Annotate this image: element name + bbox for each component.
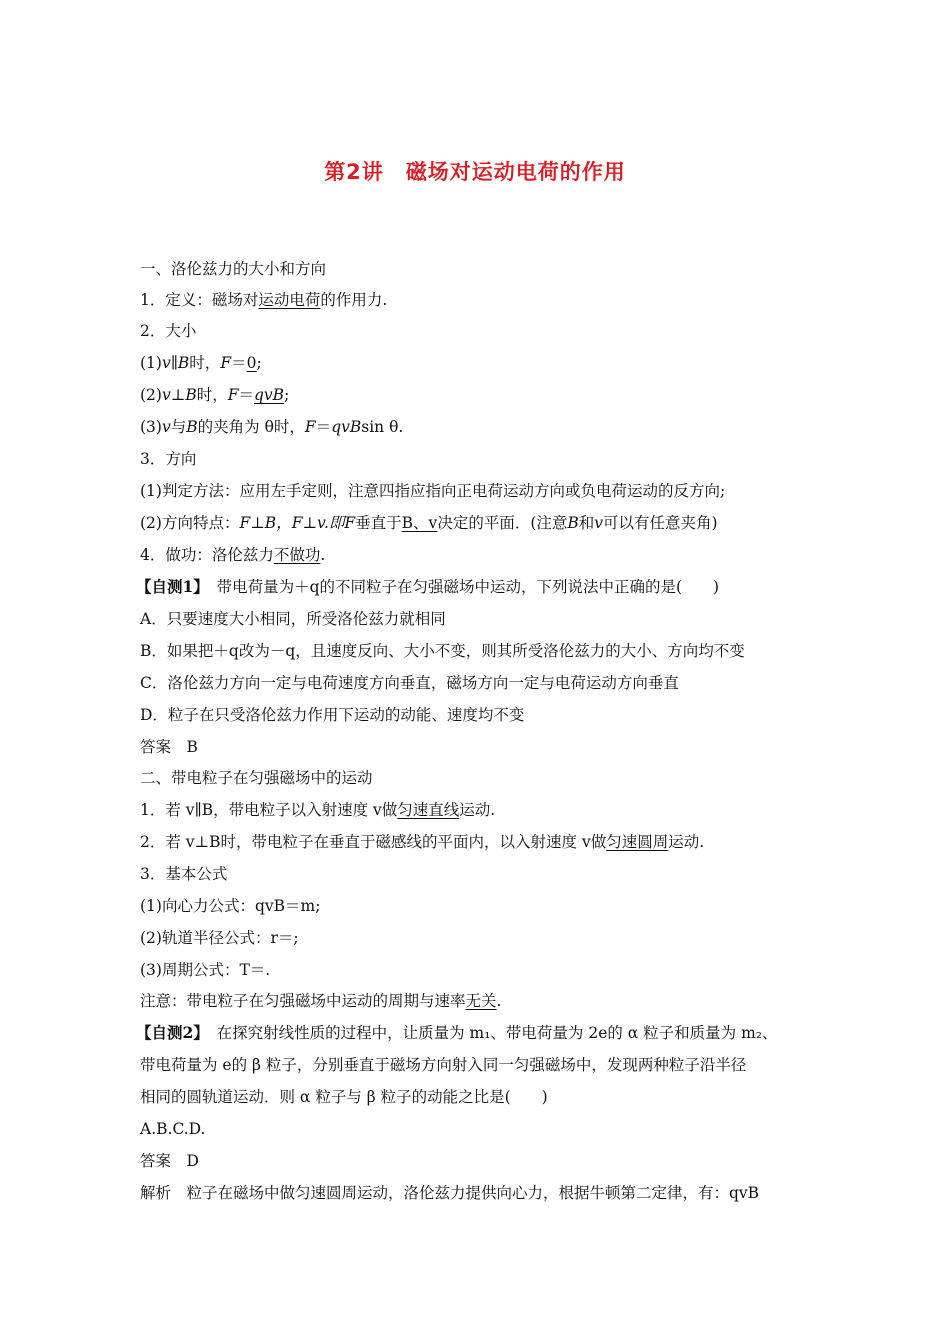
- motion-case-1: 1．若 v∥B，带电粒子以入射速度 v做匀速直线运动.: [140, 801, 496, 819]
- answer-2: 答案 D: [140, 1152, 199, 1170]
- size-case-1: (1)v∥B时，F＝0;: [140, 354, 262, 372]
- option-a: A．只要速度大小相同，所受洛伦兹力就相同: [140, 610, 446, 628]
- option-c: C．洛伦兹力方向一定与电荷速度方向垂直，磁场方向一定与电荷运动方向垂直: [140, 674, 679, 692]
- blank-answer: 运动电荷: [258, 291, 321, 309]
- note-line: 注意：带电粒子在匀强磁场中运动的周期与速率无关.: [140, 992, 502, 1010]
- lecture-number: 第2讲: [324, 160, 384, 184]
- size-heading: 2．大小: [140, 322, 197, 340]
- size-case-2: (2)v⊥B时，F＝qvB;: [140, 386, 290, 404]
- blank-answer: 不做功: [273, 546, 321, 564]
- self-test-2-line1: 【自测2】 在探究射线性质的过程中，让质量为 m₁、带电荷量为 2e的 α 粒子和质量为 m₂、: [136, 1023, 778, 1042]
- option-d: D．粒子在只受洛伦兹力作用下运动的动能、速度均不变: [140, 706, 525, 724]
- definition-line: 1．定义：磁场对运动电荷的作用力.: [140, 291, 388, 309]
- formula-centripetal: (1)向心力公式：qvB＝m;: [140, 897, 321, 915]
- direction-feature: (2)方向特点：F⊥B，F⊥v.即F垂直于B、v决定的平面．(注意B和v可以有任意夹角): [140, 514, 718, 532]
- work-line: 4．做功：洛伦兹力不做功.: [140, 546, 326, 564]
- self-test-tag: 【自测1】: [136, 577, 202, 596]
- self-test-1-stem: 【自测1】 带电荷量为＋q的不同粒子在匀强磁场中运动，下列说法中正确的是( ): [136, 577, 720, 596]
- self-test-tag: 【自测2】: [136, 1023, 202, 1042]
- analysis-2: 解析 粒子在磁场中做匀速圆周运动，洛伦兹力提供向心力，根据牛顿第二定律，有：qvB: [140, 1184, 760, 1202]
- blank-answer: 匀速圆周: [606, 833, 669, 851]
- direction-heading: 3．方向: [140, 450, 197, 468]
- section1-heading: 一、洛伦兹力的大小和方向: [140, 260, 327, 278]
- size-case-3: (3)v与B的夹角为 θ时，F＝qvBsin θ.: [140, 418, 404, 436]
- blank-answer: B、v: [401, 514, 438, 532]
- options-2: A.B.C.D.: [140, 1120, 206, 1138]
- blank-answer: 0: [246, 354, 257, 372]
- motion-case-2: 2．若 v⊥B时，带电粒子在垂直于磁感线的平面内，以入射速度 v做匀速圆周运动.: [140, 833, 705, 851]
- self-test-2-line3: 相同的圆轨道运动．则 α 粒子与 β 粒子的动能之比是( ): [140, 1088, 548, 1106]
- formula-heading: 3．基本公式: [140, 865, 228, 883]
- blank-answer: 无关: [465, 992, 497, 1010]
- formula-period: (3)周期公式：T＝.: [140, 961, 271, 979]
- blank-answer: qvB: [254, 386, 285, 404]
- lecture-topic: 磁场对运动电荷的作用: [405, 160, 626, 184]
- direction-method: (1)判定方法：应用左手定则，注意四指应指向正电荷运动方向或负电荷运动的反方向;: [140, 482, 726, 500]
- section2-heading: 二、带电粒子在匀强磁场中的运动: [140, 769, 373, 787]
- answer-1: 答案 B: [140, 738, 198, 756]
- blank-answer: 匀速直线: [397, 801, 460, 819]
- self-test-2-line2: 带电荷量为 e的 β 粒子，分别垂直于磁场方向射入同一匀强磁场中，发现两种粒子沿半径: [140, 1056, 747, 1074]
- page-title: [0, 156, 950, 186]
- option-b: B．如果把＋q改为－q，且速度反向、大小不变，则其所受洛伦兹力的大小、方向均不变: [140, 642, 745, 660]
- formula-radius: (2)轨道半径公式：r＝;: [140, 929, 299, 947]
